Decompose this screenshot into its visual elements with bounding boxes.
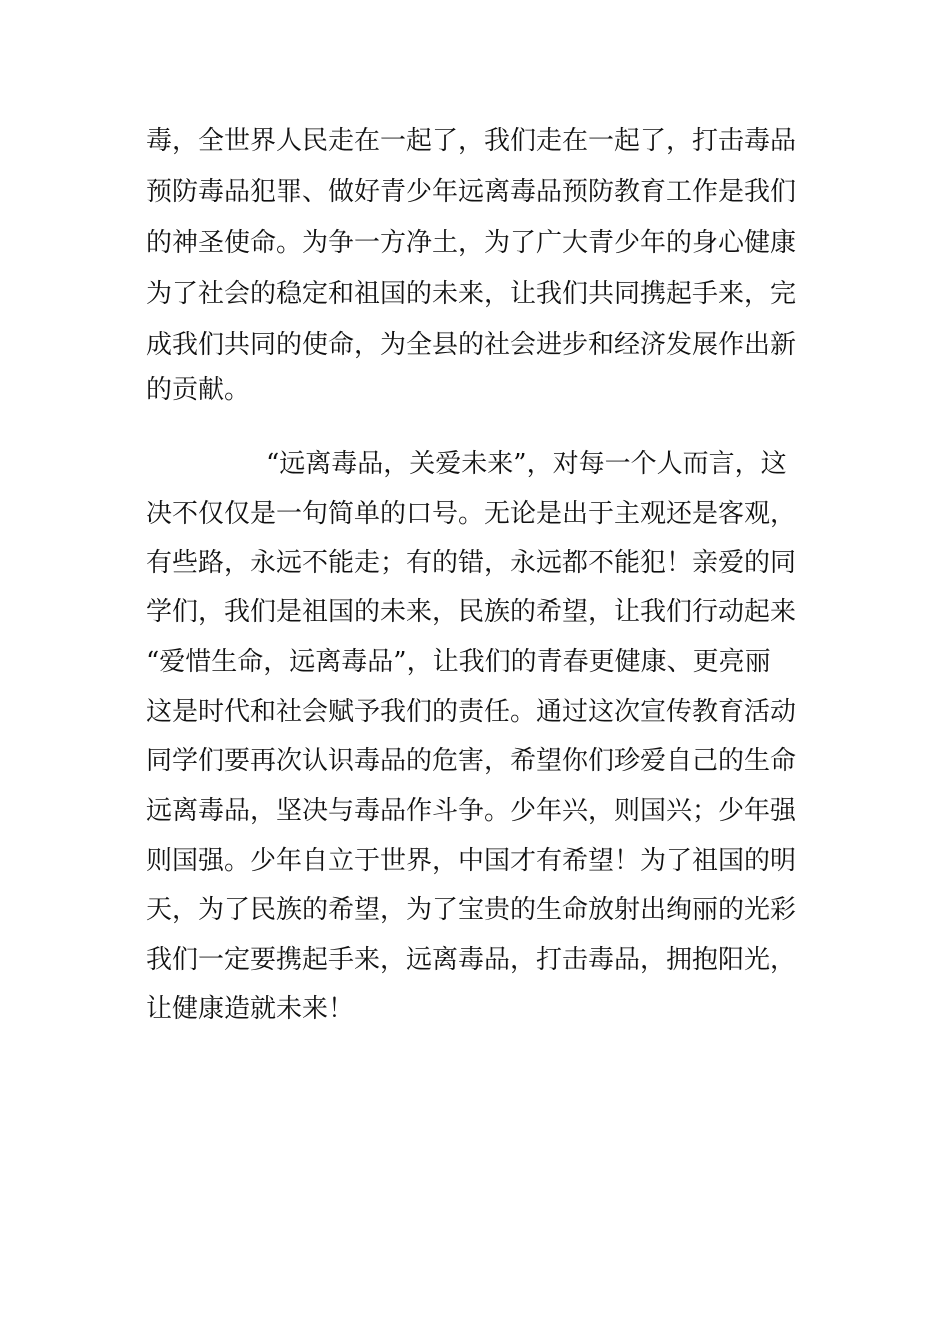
paragraph1-line-6: 的贡献。 xyxy=(146,375,251,405)
paragraph2-line-6: 这是时代和社会赋予我们的责任。通过这次宣传教育活动 xyxy=(146,697,797,727)
paragraph1-line-1: 毒，全世界人民走在一起了，我们走在一起了，打击毒品 xyxy=(146,126,797,156)
paragraph2-line-3: 有些路，永远不能走；有的错，永远都不能犯！亲爱的同 xyxy=(146,548,797,578)
paragraph2-line-7: 同学们要再次认识毒品的危害，希望你们珍爱自己的生命 xyxy=(146,746,797,776)
paragraph2-line-10: 天，为了民族的希望，为了宝贵的生命放射出绚丽的光彩 xyxy=(146,895,797,925)
paragraph1-line-2: 预防毒品犯罪、做好青少年远离毒品预防教育工作是我们 xyxy=(146,177,797,207)
paragraph2-line-8: 远离毒品，坚决与毒品作斗争。少年兴，则国兴；少年强 xyxy=(146,796,797,826)
paragraph1-line-4: 为了社会的稳定和祖国的未来，让我们共同携起手来，完 xyxy=(146,279,797,309)
paragraph2-line-1: “远离毒品，关爱未来”，对每一个人而言，这 xyxy=(266,449,787,479)
paragraph2-line-4: 学们，我们是祖国的未来，民族的希望，让我们行动起来 xyxy=(146,597,797,627)
paragraph2-line-9: 则国强。少年自立于世界，中国才有希望！为了祖国的明 xyxy=(146,846,797,876)
paragraph2-line-11: 我们一定要携起手来，远离毒品，打击毒品，拥抱阳光， xyxy=(146,945,797,975)
paragraph1-line-3: 的神圣使命。为争一方净土，为了广大青少年的身心健康 xyxy=(146,228,797,258)
paragraph2-line-5: “爱惜生命，远离毒品”，让我们的青春更健康、更亮丽 xyxy=(146,647,771,677)
paragraph2-line-12: 让健康造就未来！ xyxy=(146,994,355,1024)
paragraph2-line-2: 决不仅仅是一句简单的口号。无论是出于主观还是客观， xyxy=(146,499,797,529)
paragraph1-line-5: 成我们共同的使命，为全县的社会进步和经济发展作出新 xyxy=(146,330,797,360)
